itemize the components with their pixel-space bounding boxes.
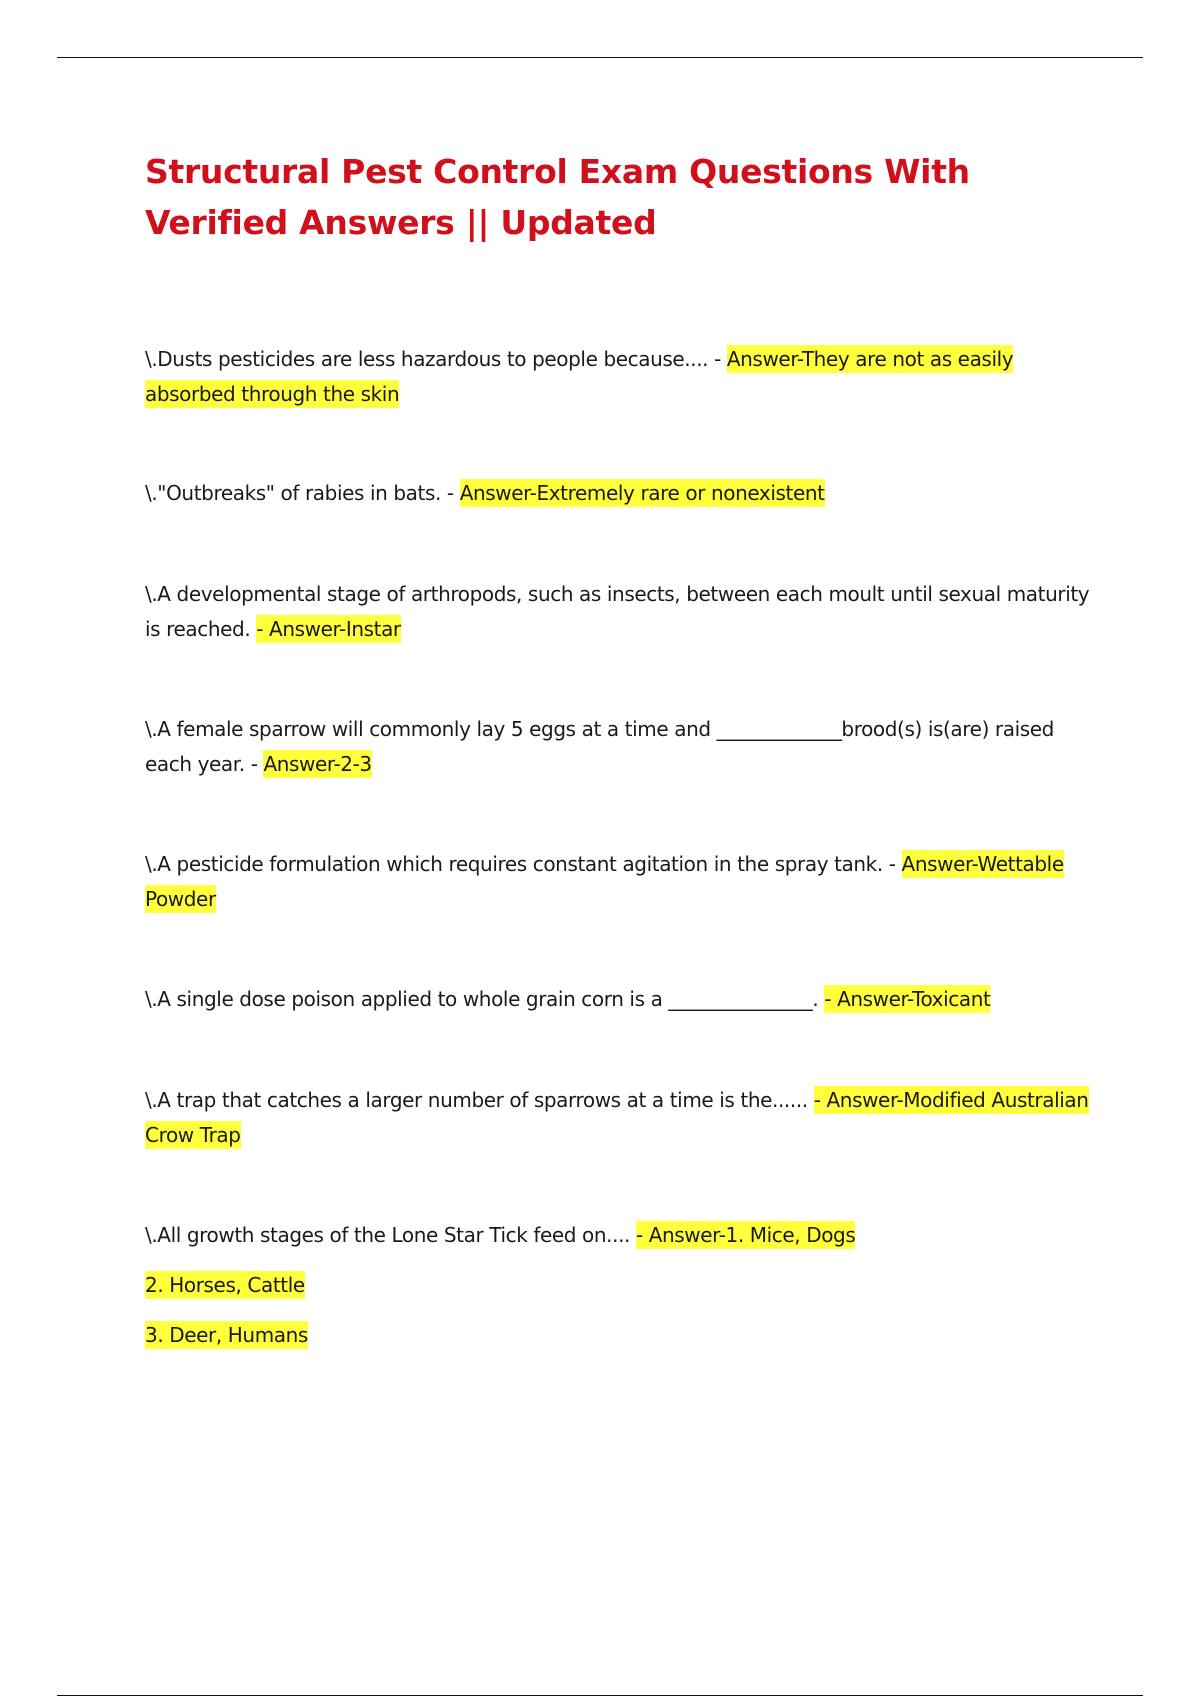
answer-highlight: Answer-Extremely rare or nonexistent <box>459 481 825 505</box>
answer-highlight: Answer-2-3 <box>263 752 372 776</box>
answer-highlight: 2. Horses, Cattle <box>145 1273 305 1297</box>
qa-item-1 <box>145 342 1090 412</box>
qa-item-6 <box>145 982 1090 1017</box>
question-text: \.A female sparrow will commonly lay 5 eggs at a time and _____________brood(s) is(are) raised each year. - <box>145 717 1054 776</box>
answer-highlight: - Answer-1. Mice, Dogs <box>635 1223 856 1247</box>
document-title: Structural Pest Control Exam Questions With Verified Answers || Updated <box>145 152 970 242</box>
question-text: \.A pesticide formulation which requires constant agitation in the spray tank. - <box>145 852 902 876</box>
question-text: \."Outbreaks" of rabies in bats. - <box>145 481 460 505</box>
answer-continuation-line <box>145 1268 305 1303</box>
qa-item-8 <box>145 1218 1090 1253</box>
qa-item-7 <box>145 1083 1090 1153</box>
qa-item-3 <box>145 577 1090 647</box>
qa-item-5 <box>145 847 1090 917</box>
question-text: \.All growth stages of the Lone Star Tick feed on.... <box>145 1223 636 1247</box>
question-text: \.Dusts pesticides are less hazardous to people because.... - <box>145 347 727 371</box>
answer-highlight: 3. Deer, Humans <box>145 1323 308 1347</box>
answer-highlight: - Answer-Toxicant <box>824 987 991 1011</box>
question-text: \.A single dose poison applied to whole grain corn is a _______________. <box>145 987 825 1011</box>
answer-highlight: - Answer-Instar <box>256 617 401 641</box>
qa-item-4 <box>145 712 1090 782</box>
answer-highlight: Answer-They are not as easily absorbed through the skin <box>145 347 1014 406</box>
footer-rule <box>57 1695 1143 1696</box>
question-text: \.A trap that catches a larger number of sparrows at a time is the...... <box>145 1088 814 1112</box>
answer-continuation-line <box>145 1318 308 1353</box>
answer-highlight: Answer-Wettable Powder <box>145 852 1064 911</box>
qa-item-2 <box>145 476 1090 511</box>
header-rule <box>57 57 1143 58</box>
answer-highlight: - Answer-Modified Australian Crow Trap <box>145 1088 1089 1147</box>
question-text: \.A developmental stage of arthropods, such as insects, between each moult until sexual maturity is reached. <box>145 582 1090 641</box>
